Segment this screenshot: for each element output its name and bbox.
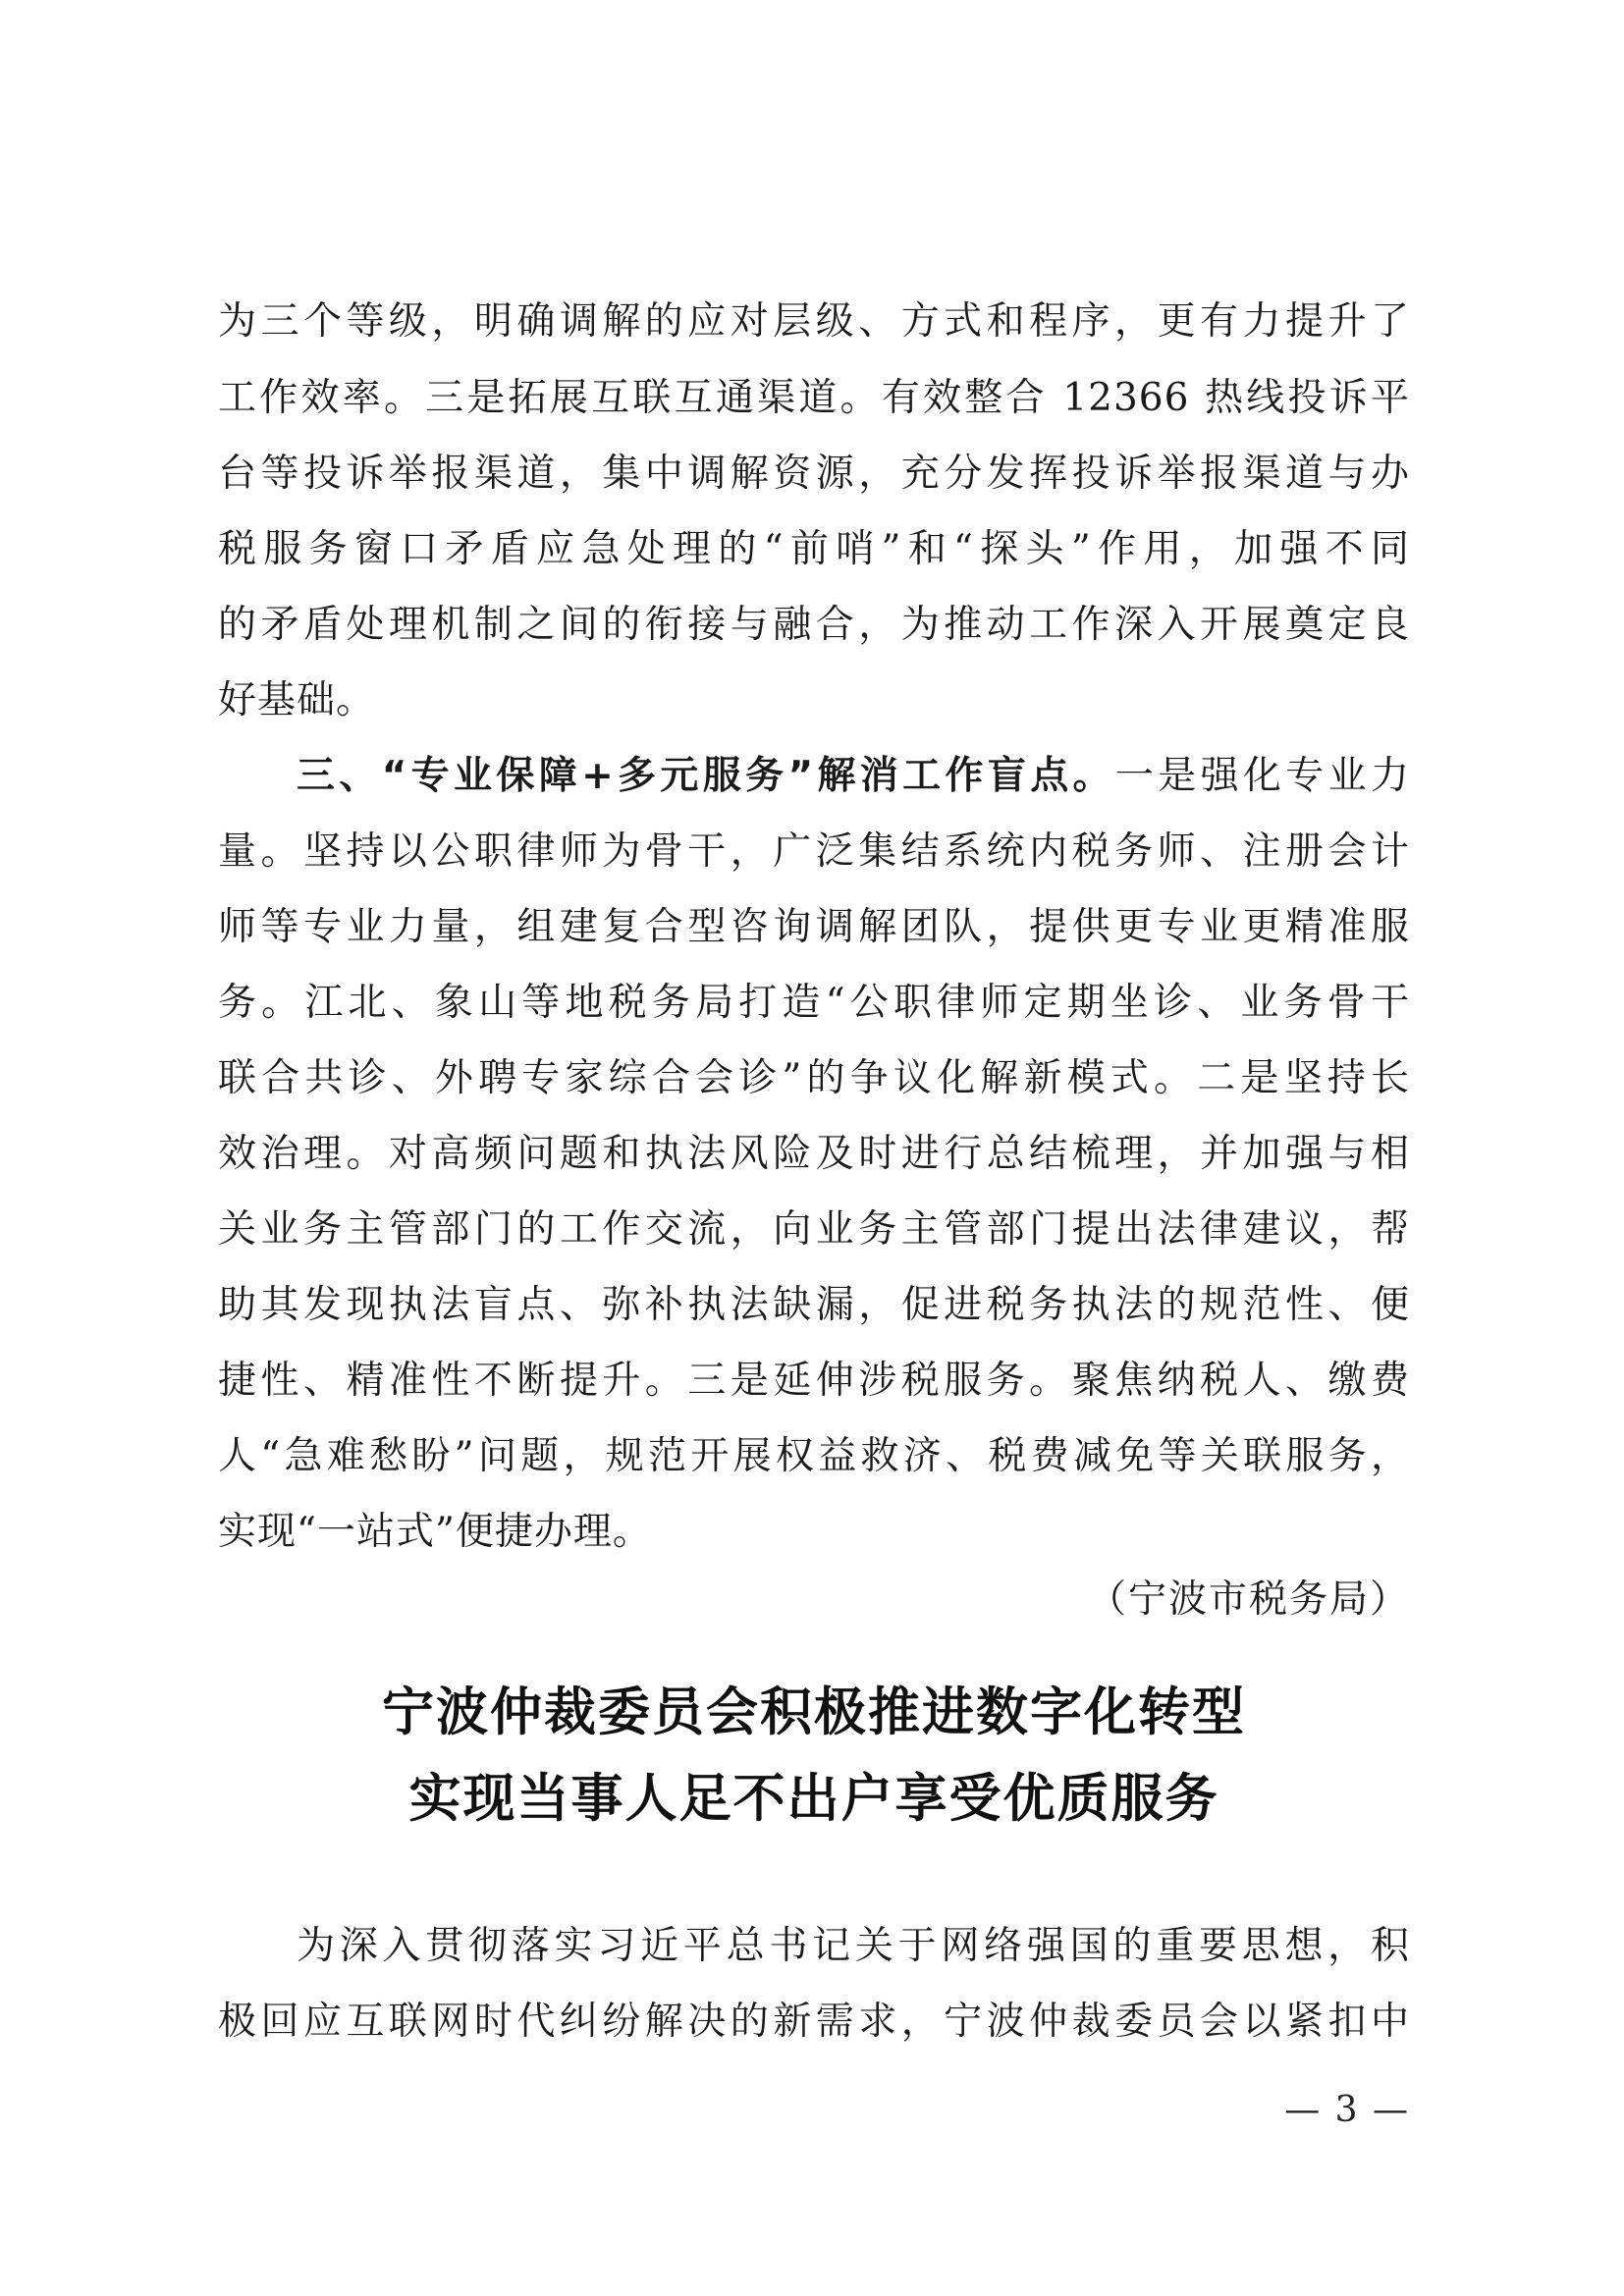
article-title-line-1: 宁波仲裁委员会积极推进数字化转型: [382, 1682, 1246, 1742]
paragraph-first-line: [297, 751, 1410, 802]
paragraph-heading: 三、“专业保障+多元服务”解消工作盲点。: [297, 754, 1115, 798]
body-text-line: 助其发现执法盲点、弥补执法缺漏，促进税务执法的规范性、便: [218, 1283, 1410, 1327]
body-text-line: 捷性、精准性不断提升。三是延伸涉税服务。聚焦纳税人、缴费: [218, 1359, 1410, 1403]
body-text-line: 工作效率。三是拓展互联互通渠道。有效整合 12366 热线投诉平: [218, 376, 1410, 420]
body-text-line: 实现“一站式”便捷办理。: [218, 1510, 652, 1554]
body-text-line: 人“急难愁盼”问题，规范开展权益救济、税费减免等关联服务，: [218, 1434, 1410, 1478]
body-text-line: 效治理。对高频问题和执法风险及时进行总结梳理，并加强与相: [218, 1132, 1410, 1176]
body-text-line: 联合共诊、外聘专家综合会诊”的争议化解新模式。二是坚持长: [218, 1056, 1410, 1100]
body-text-line: 税服务窗口矛盾应急处理的“前哨”和“探头”作用，加强不同: [218, 527, 1410, 571]
body-text-line: 为三个等级，明确调解的应对层级、方式和程序，更有力提升了: [218, 299, 1410, 344]
article-title-line-2: 实现当事人足不出户享受优质服务: [408, 1769, 1219, 1829]
body-text-line: 为深入贯彻落实习近平总书记关于网络强国的重要思想，积: [297, 1924, 1410, 1968]
body-text-line: 务。江北、象山等地税务局打造“公职律师定期坐诊、业务骨干: [218, 981, 1410, 1025]
signature: （宁波市税务局）: [1087, 1577, 1410, 1622]
body-text-line: 关业务主管部门的工作交流，向业务主管部门提出法律建议，帮: [218, 1207, 1410, 1252]
body-text-line: 台等投诉举报渠道，集中调解资源，充分发挥投诉举报渠道与办: [218, 452, 1410, 496]
paragraph-text: 一是强化专业力: [1114, 754, 1410, 798]
body-text-line: 师等专业力量，组建复合型咨询调解团队，提供更专业更精准服: [218, 905, 1410, 949]
page-number: — 3 —: [1284, 2090, 1410, 2130]
body-text-line: 好基础。: [218, 678, 376, 722]
body-text-line: 极回应互联网时代纠纷解决的新需求，宁波仲裁委员会以紧扣中: [218, 2000, 1410, 2044]
body-text-line: 的矛盾处理机制之间的衔接与融合，为推动工作深入开展奠定良: [218, 603, 1410, 647]
body-text-line: 量。坚持以公职律师为骨干，广泛集结系统内税务师、注册会计: [218, 829, 1410, 874]
